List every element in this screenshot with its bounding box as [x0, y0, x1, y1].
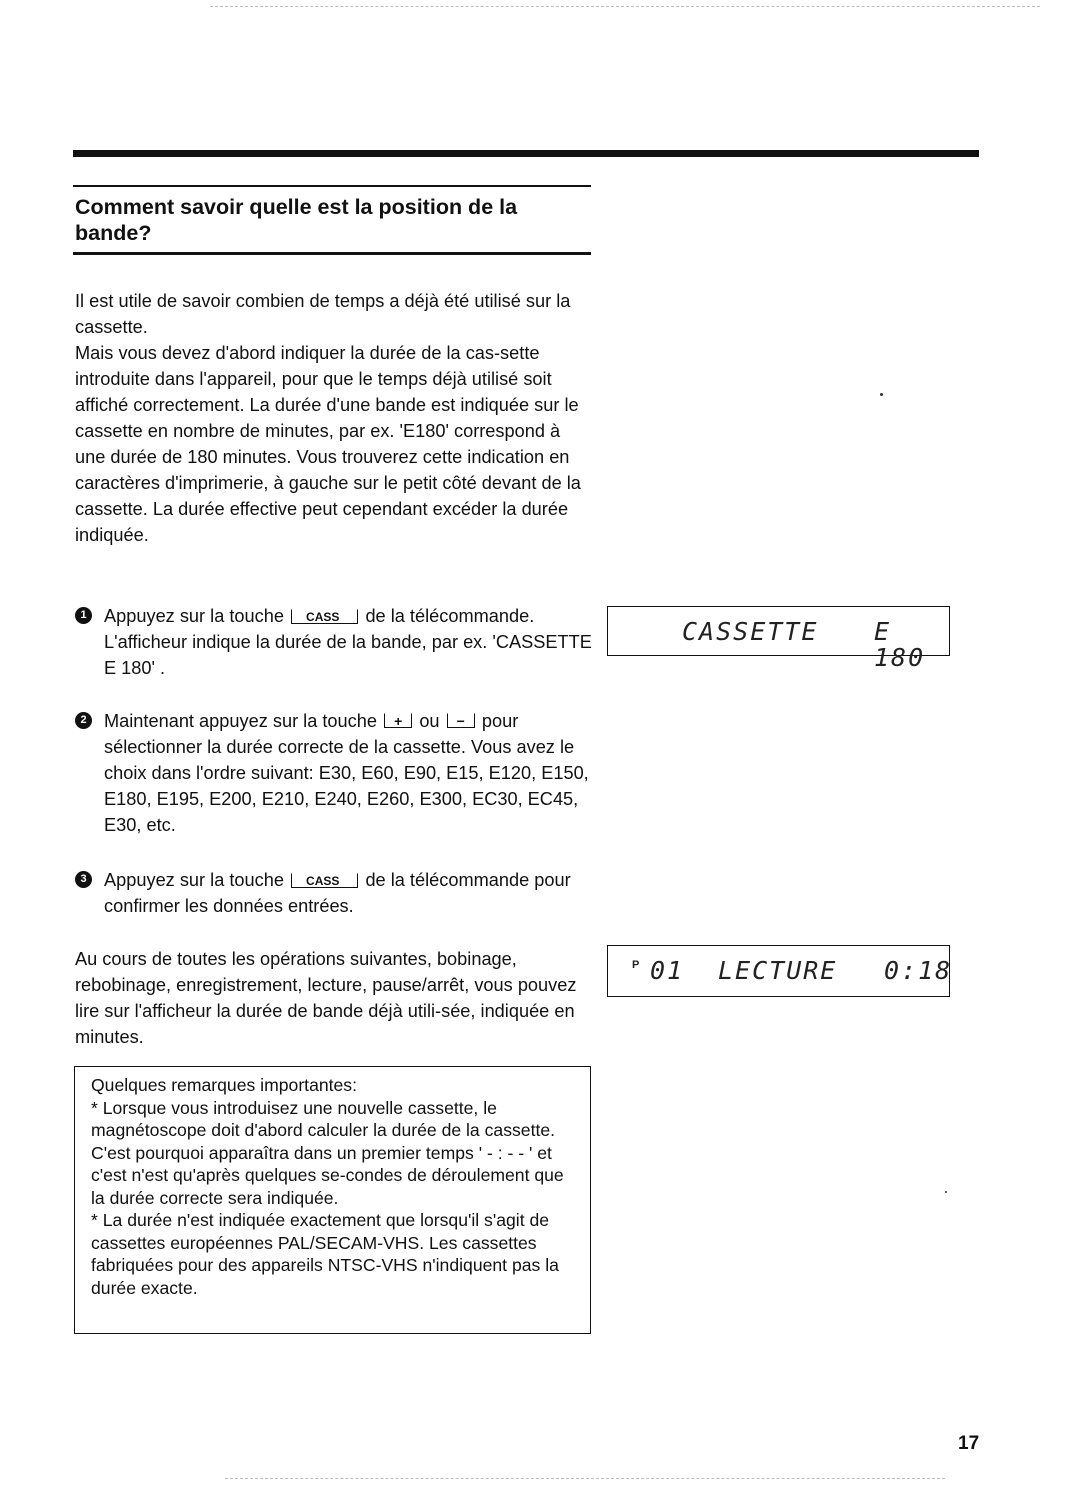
- step-number-1: 1: [75, 607, 92, 624]
- step-3: [75, 867, 595, 919]
- step-2-text-before: Maintenant appuyez sur la touche: [104, 711, 377, 731]
- display-1-label: CASSETTE: [682, 617, 819, 646]
- display-1-value: E 180: [874, 617, 926, 672]
- top-rule: [73, 150, 979, 157]
- display-2-indicator: P: [632, 959, 640, 971]
- after-steps-text: [75, 946, 590, 1050]
- cass-key-icon: CASS: [291, 609, 358, 624]
- step-1-text: [104, 603, 595, 681]
- step-1: [75, 603, 595, 681]
- notes-box: [74, 1066, 591, 1334]
- intro-paragraph-1: Il est utile de savoir combien de temps a déjà été utilisé sur la cassette.: [75, 291, 571, 337]
- after-steps-paragraph: Au cours de toutes les opérations suivantes, bobinage, rebobinage, enregistrement, lecture, pause/arrêt, vous pouvez lire sur l'afficheur la durée de bande déjà utili-sée, indiquée en minutes.: [75, 949, 577, 1047]
- step-number-2: 2: [75, 712, 92, 729]
- heading-rule-top: [73, 185, 591, 187]
- intro-text: [75, 288, 595, 548]
- scan-speck: [880, 393, 883, 396]
- heading-rule-bottom: [73, 252, 591, 255]
- step-2-text: [104, 708, 595, 838]
- step-1-text-after: de la télécommande. L'afficheur indique la durée de la bande, par ex. 'CASSETTE E 180' .: [104, 606, 592, 678]
- step-2: [75, 708, 595, 838]
- step-number-3: 3: [75, 871, 92, 888]
- scan-artifact-top: [210, 6, 1040, 8]
- vcr-display-cassette: [607, 606, 950, 672]
- page-number: 17: [958, 1433, 980, 1454]
- step-3-text-after: de la télécommande pour confirmer les données entrées.: [104, 870, 571, 916]
- plus-key-icon: +: [384, 713, 412, 728]
- scan-speck: [945, 1191, 947, 1193]
- vcr-display-lecture: [607, 945, 953, 997]
- intro-paragraph-2: Mais vous devez d'abord indiquer la durée de la cas-sette introduite dans l'appareil, pour que le temps déjà utilisé soit affiché correctement. La durée d'une bande est indiquée sur le cassette en nombre de minutes, par ex. 'E180' correspond à une durée de 180 minutes. Vous trouverez cette indication en caractères d'imprimerie, à gauche sur le petit côté devant de la cassette. La durée effective peut cependant excéder la durée indiquée.: [75, 343, 581, 545]
- minus-key-icon: −: [447, 713, 475, 728]
- step-2-text-between: ou: [419, 711, 440, 731]
- display-2-program: 01: [650, 956, 685, 985]
- step-3-text-before: Appuyez sur la touche: [104, 870, 284, 890]
- note-2: * La durée n'est indiquée exactement que lorsqu'il s'agit de cassettes européennes PAL/SECAM-VHS. Les cassettes fabriquées pour des appareils NTSC-VHS n'indiquent pas la durée exacte.: [91, 1210, 559, 1298]
- display-2-time: 0:18: [884, 956, 953, 985]
- display-2-mode: LECTURE: [718, 956, 838, 985]
- scan-artifact-bottom: [225, 1478, 945, 1480]
- notes-title: Quelques remarques importantes:: [91, 1075, 357, 1095]
- step-2-text-after: pour sélectionner la durée correcte de la cassette. Vous avez le choix dans l'ordre suivant: E30, E60, E90, E15, E120, E150, E180, E195, E200, E210, E240, E260, E300, EC30, EC45, E30, etc.: [104, 711, 589, 835]
- section-heading: Comment savoir quelle est la position de la bande?: [75, 195, 518, 245]
- step-1-text-before: Appuyez sur la touche: [104, 606, 284, 626]
- note-1: * Lorsque vous introduisez une nouvelle cassette, le magnétoscope doit d'abord calculer la durée de la cassette. C'est pourquoi apparaîtra dans un premier temps ' - : - - ' et c'est n'est qu'après quelques se-condes de déroulement que la durée correcte sera indiquée.: [91, 1097, 564, 1208]
- step-3-text: [104, 867, 595, 919]
- cass-key-icon: CASS: [291, 873, 358, 888]
